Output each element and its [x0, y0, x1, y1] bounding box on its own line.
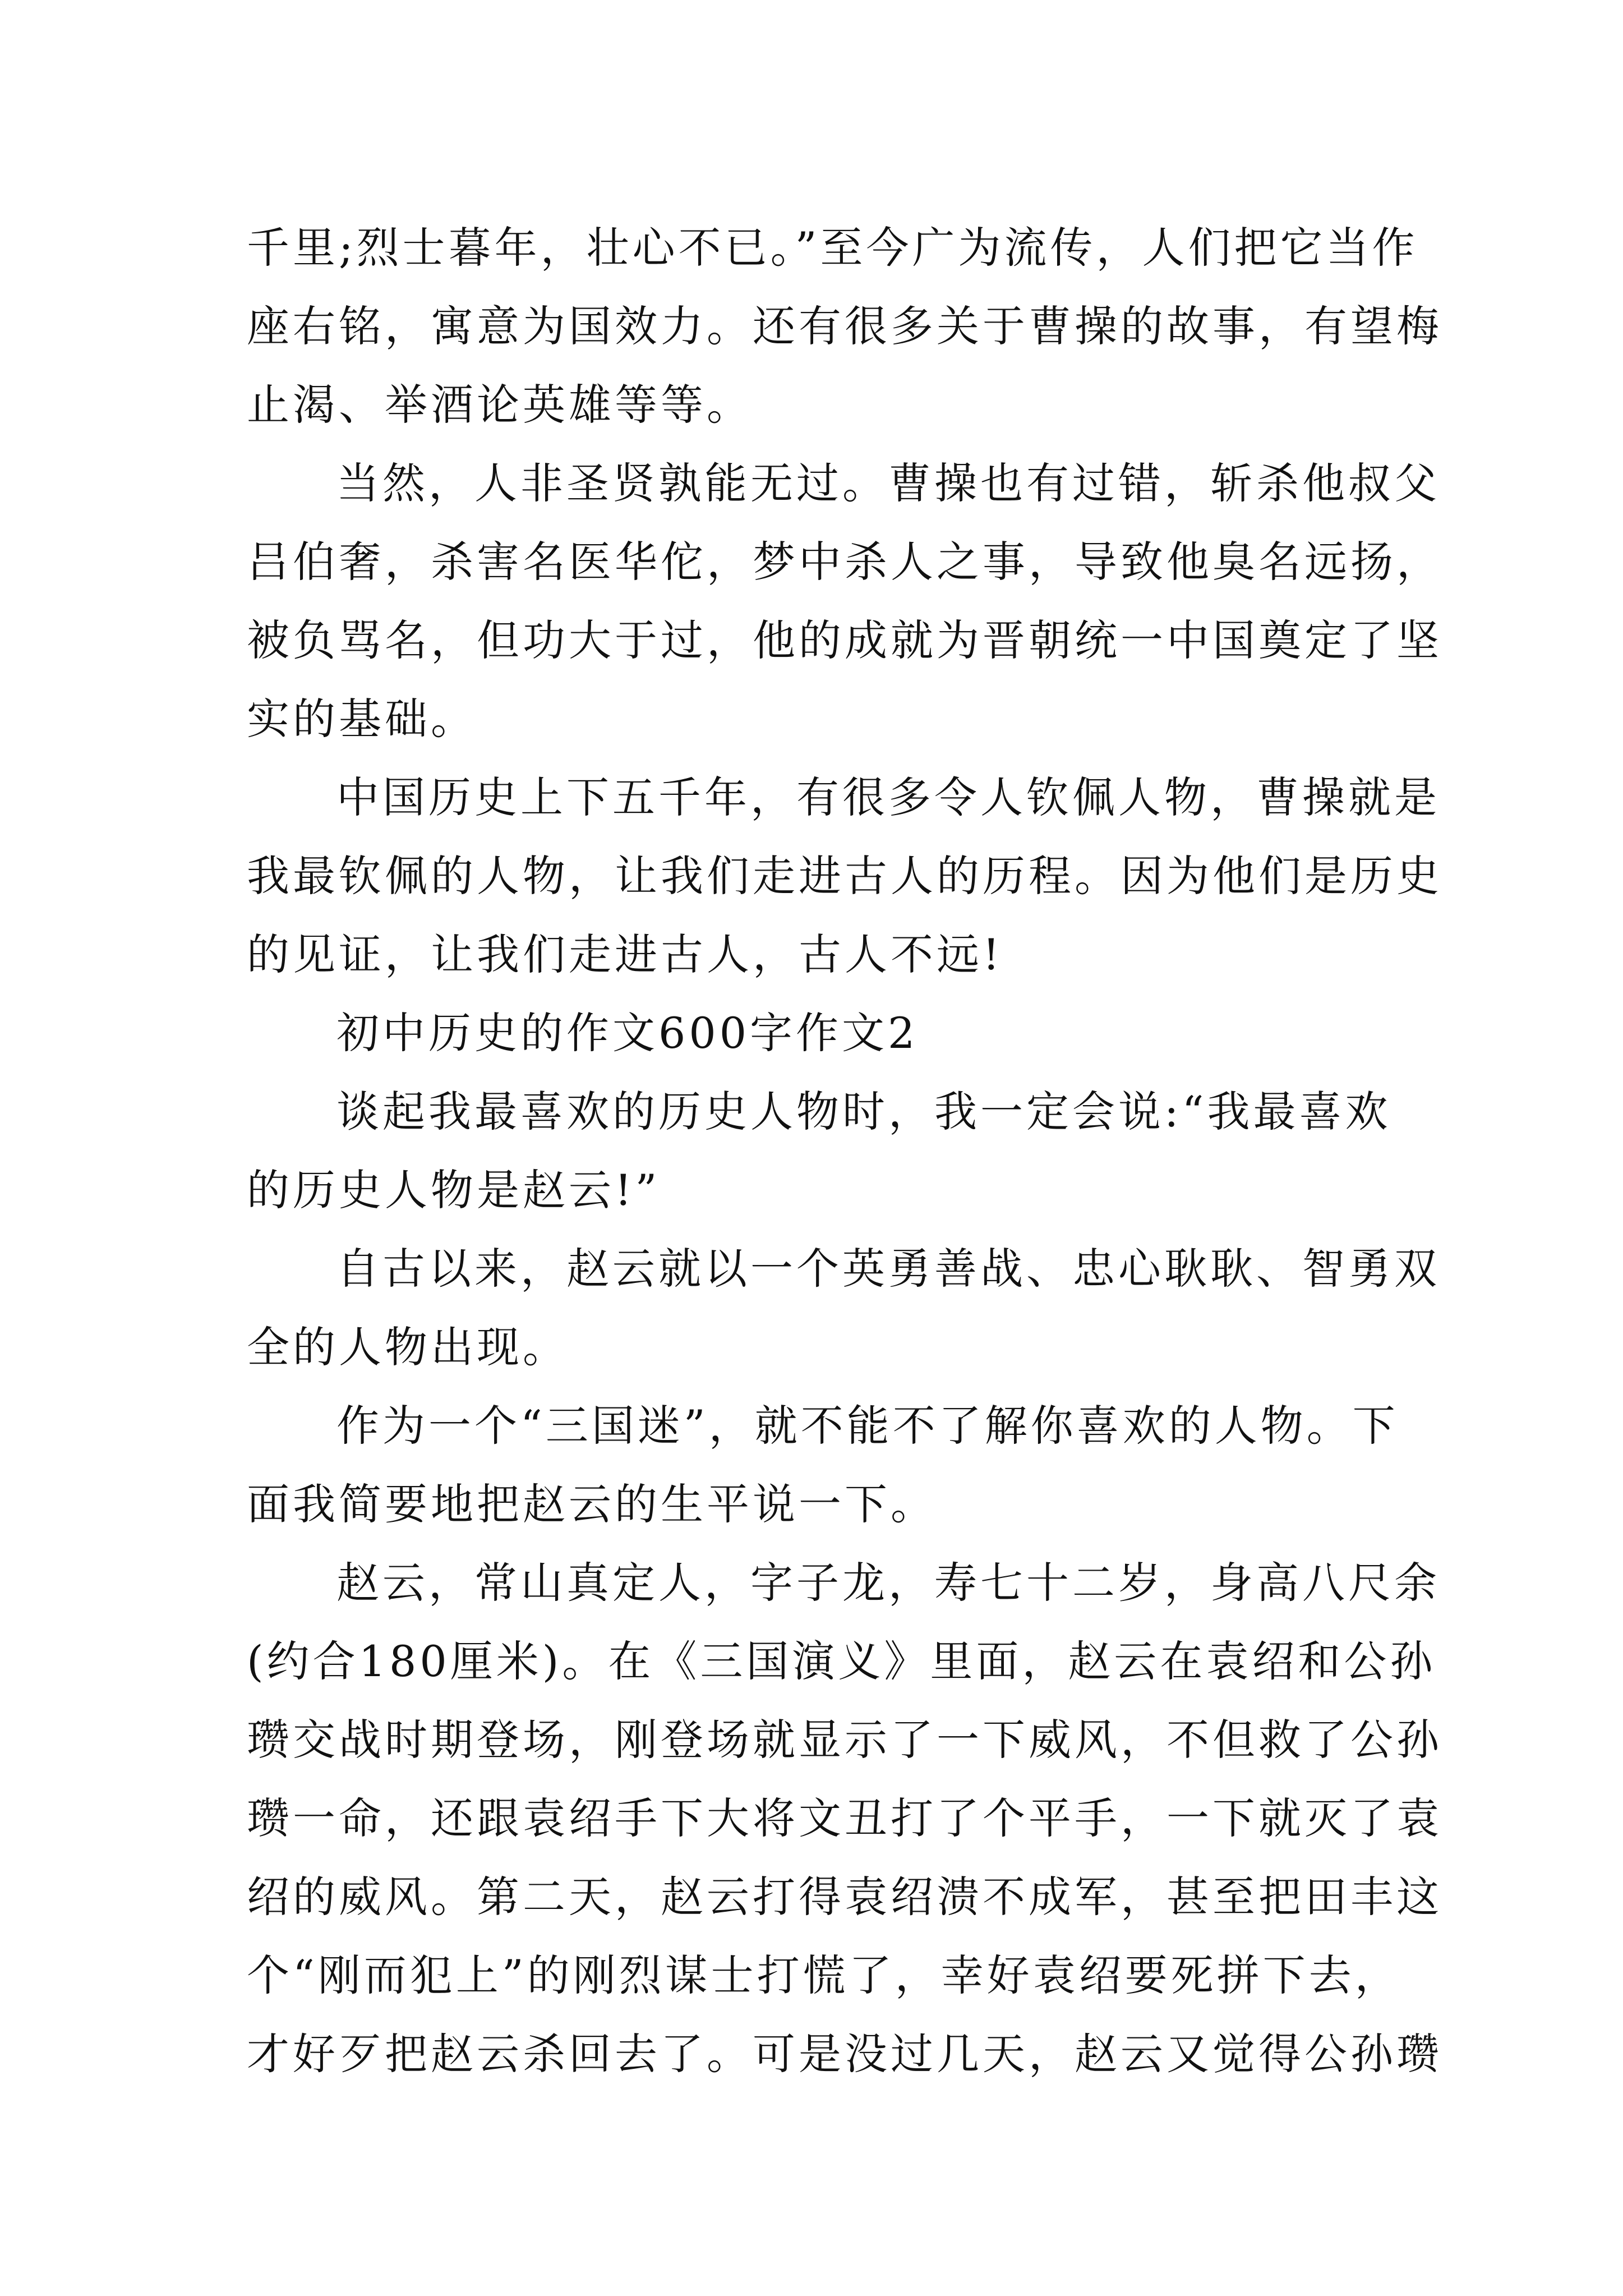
- paragraph-start-line: 当然，人非圣贤孰能无过。曹操也有过错，斩杀他叔父: [336, 458, 1440, 508]
- text-line: 瓒交战时期登场，刚登场就显示了一下威风，不但救了公孙: [247, 1715, 1442, 1765]
- text-line: 个“刚而犯上”的刚烈谋士打慌了，幸好袁绍要死拼下去，: [247, 1950, 1401, 2000]
- text-line: 才好歹把赵云杀回去了。可是没过几天，赵云又觉得公孙瓒: [247, 2029, 1442, 2079]
- paragraph-start-line: 中国历史上下五千年，有很多令人钦佩人物，曹操就是: [336, 772, 1440, 822]
- section-heading: 初中历史的作文600字作文2: [336, 1008, 919, 1058]
- text-line: 座右铭，寓意为国效力。还有很多关于曹操的故事，有望梅: [247, 301, 1442, 351]
- text-line: 吕伯奢，杀害名医华佗，梦中杀人之事，导致他臭名远扬，: [247, 537, 1442, 587]
- text-line: 实的基础。: [247, 694, 477, 744]
- text-line: 瓒一命，还跟袁绍手下大将文丑打了个平手，一下就灭了袁: [247, 1793, 1442, 1843]
- text-line: 被负骂名，但功大于过，他的成就为晋朝统一中国奠定了坚: [247, 615, 1442, 665]
- text-line: 的见证，让我们走进古人，古人不远!: [247, 930, 1003, 979]
- text-line: 全的人物出现。: [247, 1322, 569, 1372]
- text-line: 千里;烈士暮年，壮心不已。”至今广为流传，人们把它当作: [247, 223, 1418, 273]
- paragraph-start-line: 谈起我最喜欢的历史人物时，我一定会说:“我最喜欢: [336, 1087, 1391, 1137]
- paragraph-start-line: 自古以来，赵云就以一个英勇善战、忠心耿耿、智勇双: [336, 1244, 1440, 1294]
- text-line: (约合180厘米)。在《三国演义》里面，赵云在袁绍和公孙: [247, 1636, 1436, 1686]
- paragraph-start-line: 赵云，常山真定人，字子龙，寿七十二岁，身高八尺余: [336, 1558, 1440, 1608]
- text-line: 止渴、举酒论英雄等等。: [247, 380, 753, 430]
- text-line: 的历史人物是赵云!”: [247, 1165, 661, 1215]
- text-line: 绍的威风。第二天，赵云打得袁绍溃不成军，甚至把田丰这: [247, 1872, 1442, 1922]
- document-body: [247, 209, 1442, 2093]
- text-line: 面我简要地把赵云的生平说一下。: [247, 1479, 937, 1529]
- text-line: 我最钦佩的人物，让我们走进古人的历程。因为他们是历史: [247, 851, 1442, 901]
- paragraph-start-line: 作为一个“三国迷”，就不能不了解你喜欢的人物。下: [336, 1401, 1399, 1451]
